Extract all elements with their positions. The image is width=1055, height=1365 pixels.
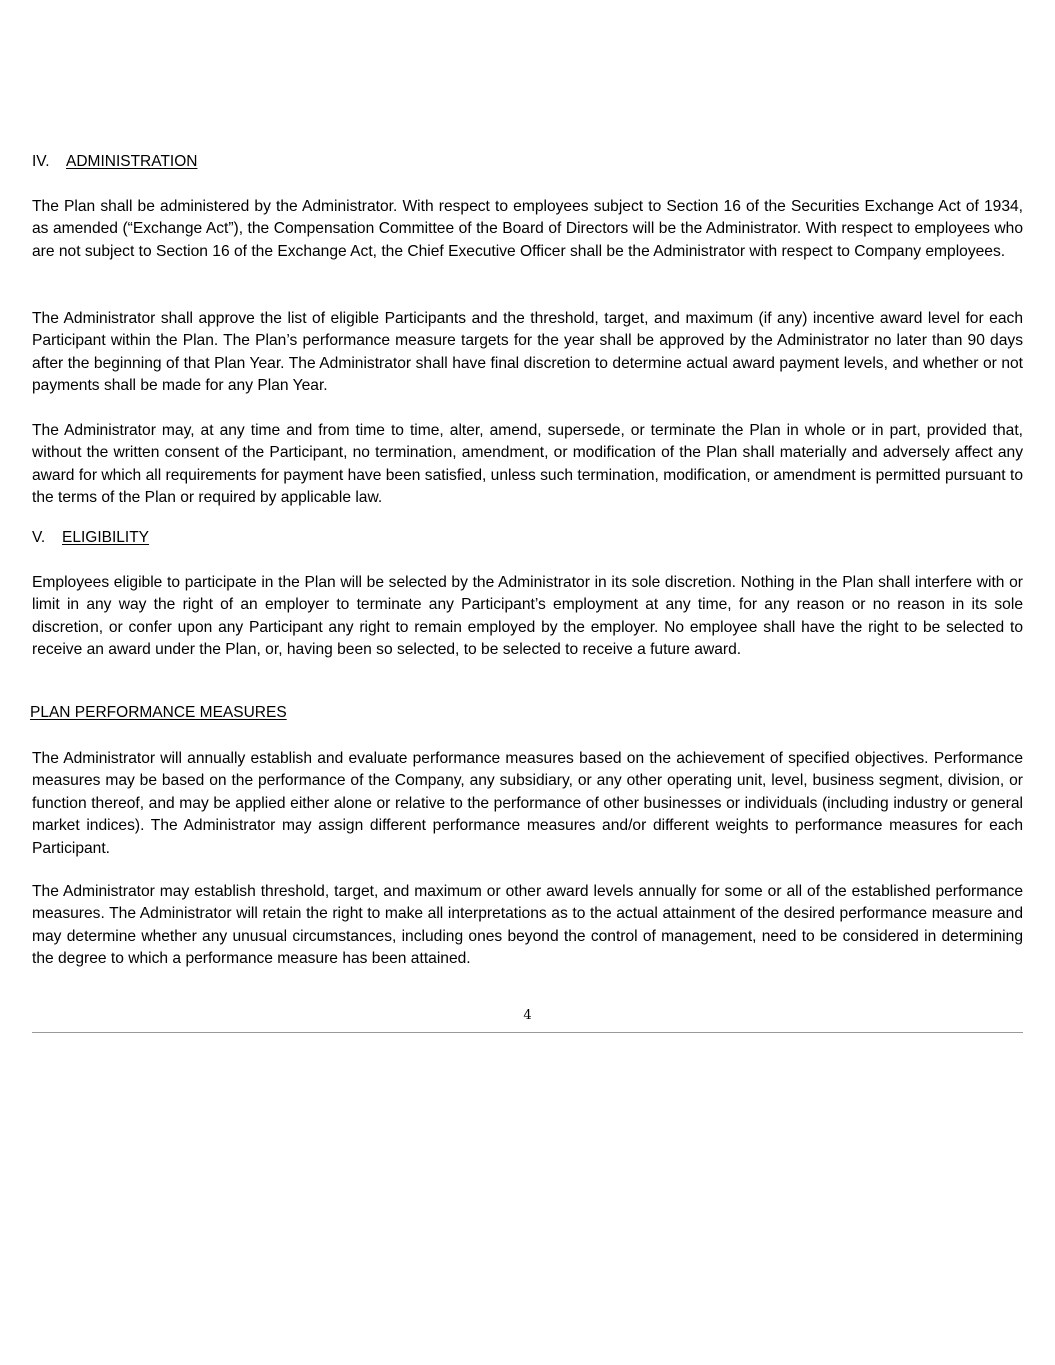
page-number: 4: [523, 1008, 532, 1023]
section-title: ADMINISTRATION: [66, 153, 198, 170]
paragraph: The Administrator will annually establish and evaluate performance measures based on the achievement of specified objectives. Performance measures may be based on the performance of the Company, any subsidiary, or any other operating unit, level, business segment, division, or function thereof, and may be applied either alone or relative to the performance of other businesses or individuals (including industry or general market indices). The Administrator may assign different performance measures and/or different weights to performance measures for each Participant.: [32, 750, 1023, 857]
paragraph: The Administrator may, at any time and from time to time, alter, amend, supersede, or terminate the Plan in whole or in part, provided that, without the written consent of the Participant, no termination, amendment, or modification of the Plan shall materially and adversely affect any award for which all requirements for payment have been satisfied, unless such termination, modification, or amendment is permitted pursuant to the terms of the Plan or required by applicable law.: [32, 422, 1023, 507]
section-title: PLAN PERFORMANCE MEASURES: [30, 704, 287, 721]
section-number: IV.: [32, 153, 50, 170]
paragraph: Employees eligible to participate in the Plan will be selected by the Administrator in its sole discretion. Nothing in the Plan shall interfere with or limit in any way the right of an employer to terminate any Participant’s employment at any time, for any reason or no reason in its sole discretion, or confer upon any Participant any right to remain employed by the employer. No employee shall have the right to be selected to receive an award under the Plan, or, having been so selected, to be selected to receive a future award.: [32, 574, 1023, 659]
section-heading-performance-measures: [30, 703, 287, 723]
footer-divider: [32, 1032, 1023, 1033]
paragraph: The Administrator may establish threshold, target, and maximum or other award levels annually for some or all of the established performance measures. The Administrator will retain the right to make all interpretations as to the actual attainment of the desired performance measure and may determine whether any unusual circumstances, including ones beyond the control of management, need to be considered in determining the degree to which a performance measure has been attained.: [32, 883, 1023, 968]
section-number: V.: [32, 529, 46, 546]
paragraph: The Plan shall be administered by the Administrator. With respect to employees subject to Section 16 of the Securities Exchange Act of 1934, as amended (“Exchange Act”), the Compensation Committee of the Board of Directors will be the Administrator. With respect to employees who are not subject to Section 16 of the Exchange Act, the Chief Executive Officer shall be the Administrator with respect to Company employees.: [32, 198, 1023, 260]
paragraph: The Administrator shall approve the list of eligible Participants and the threshold, target, and maximum (if any) incentive award level for each Participant within the Plan. The Plan’s performance measure targets for the year shall be approved by the Administrator no later than 90 days after the beginning of that Plan Year. The Administrator shall have final discretion to determine actual award payment levels, and whether or not payments shall be made for any Plan Year.: [32, 310, 1023, 395]
section-title: ELIGIBILITY: [62, 529, 150, 546]
section-heading-administration: [32, 152, 197, 172]
section-heading-eligibility: [32, 528, 149, 548]
